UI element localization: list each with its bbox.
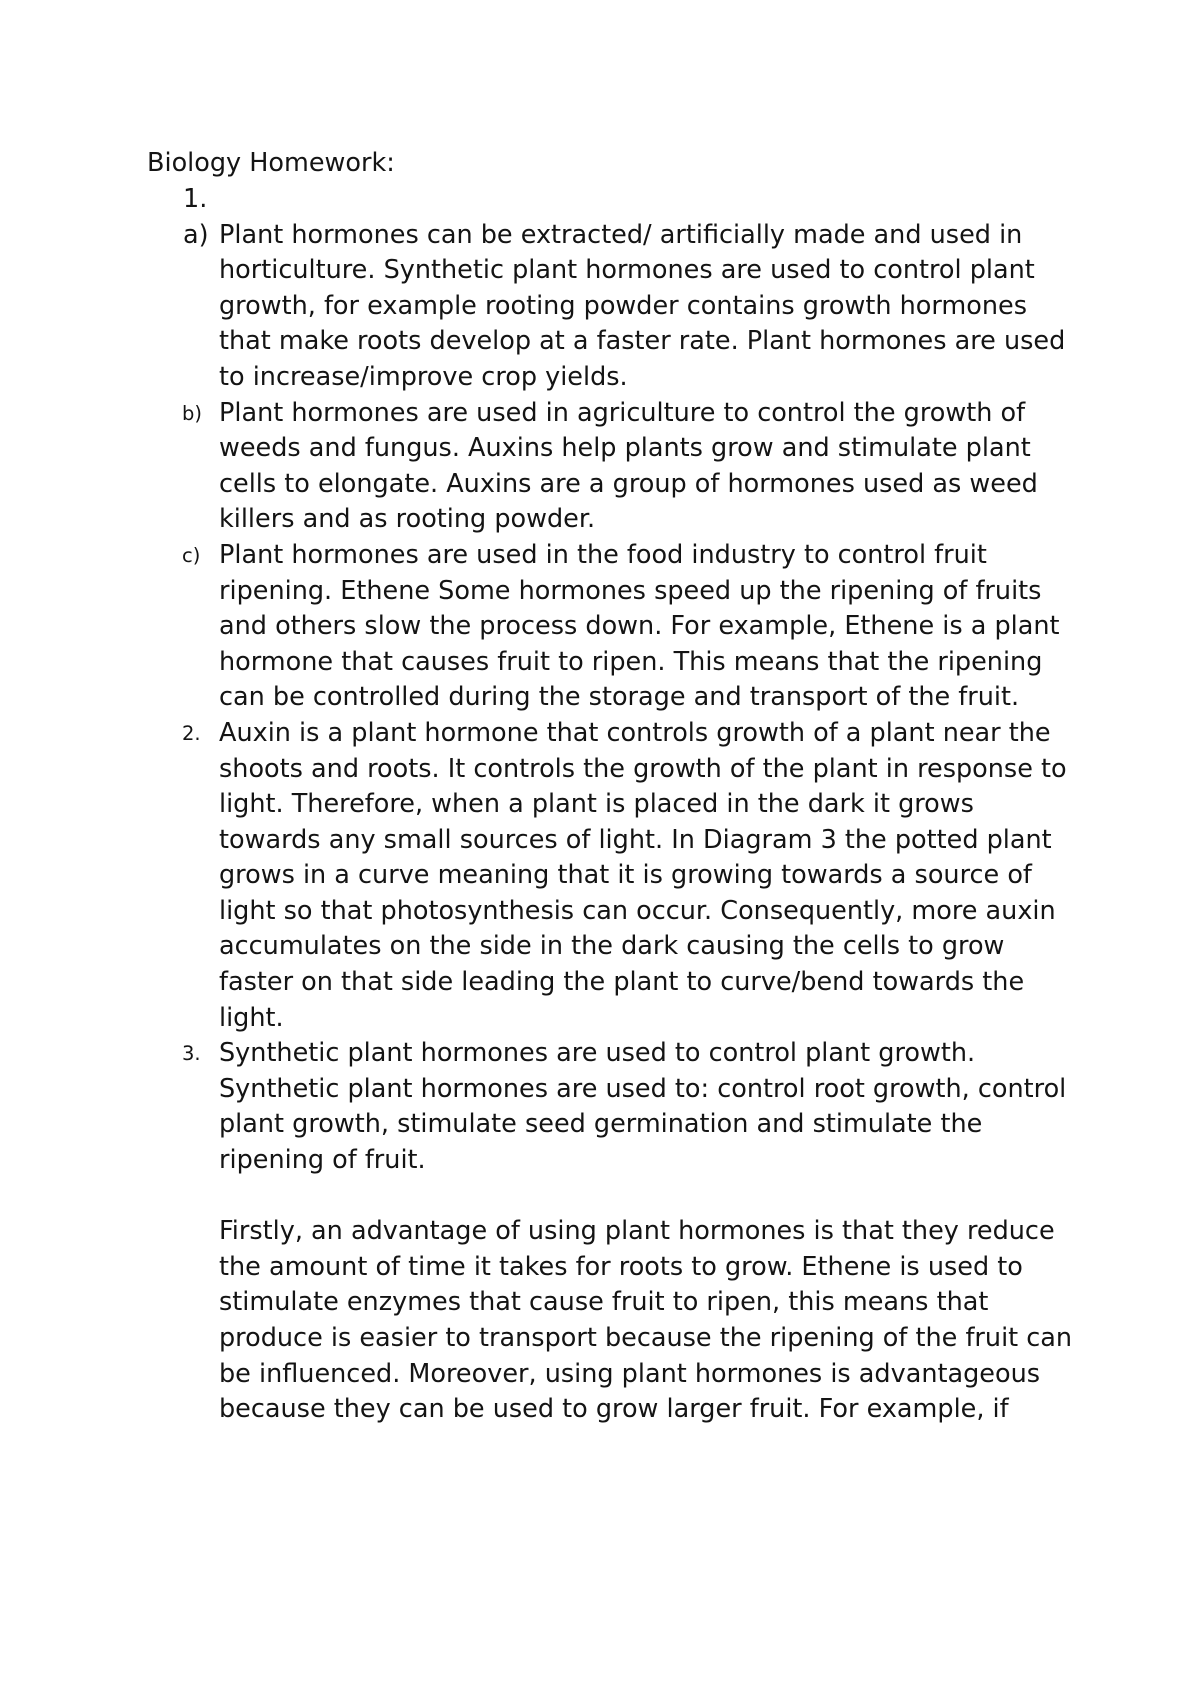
question-1-spacer — [219, 182, 1074, 218]
question-3-marker: 3. — [182, 1042, 201, 1066]
question-1b-text: Plant hormones are used in agriculture to control the growth of weeds and fungus. Auxins help plants grow and stimulate plant cells to elongate. Auxins are a group of hormones used as weed killers and as rooting powder. — [219, 397, 1038, 535]
question-2-marker: 2. — [182, 721, 201, 745]
question-2 — [0, 716, 1074, 1036]
question-3-paragraph-2: Firstly, an advantage of using plant hormones is that they reduce the amount of time it takes for roots to grow. Ethene is used to stimulate enzymes that cause fruit to ripen, this means that produce is easier to transport because the ripening of the fruit can be influenced. Moreover, using plant hormones is advantageous because they can be used to grow larger fruit. For example, if — [219, 1216, 1073, 1425]
question-3-text: Synthetic plant hormones are used to control plant growth. Synthetic plant hormones are used to: control root growth, control plant growth, stimulate seed germination and stimulate the ripening of fruit. — [219, 1038, 1067, 1176]
question-1b — [0, 396, 1074, 538]
question-1-marker: 1. — [183, 184, 208, 214]
question-1 — [0, 182, 1074, 218]
question-1a — [0, 218, 1074, 396]
question-1c-text: Plant hormones are used in the food industry to control fruit ripening. Ethene Some hormones speed up the ripening of fruits and others slow the process down. For example, Ethene is a plant hormone that causes fruit to ripen. This means that the ripening can be controlled during the storage and transport of the fruit. — [219, 539, 1060, 713]
paragraph-gap — [219, 1179, 1074, 1215]
question-1c-marker: c) — [182, 543, 201, 567]
question-3 — [0, 1036, 1074, 1428]
question-1a-marker: a) — [183, 219, 209, 250]
document-title: Biology Homework: — [147, 148, 395, 178]
question-1c — [0, 538, 1074, 716]
question-1b-marker: b) — [182, 401, 202, 425]
question-2-text: Auxin is a plant hormone that controls growth of a plant near the shoots and roots. It controls the growth of the plant in response to light. Therefore, when a plant is placed in the dark it grows towards any small sources of light. In Diagram 3 the potted plant grows in a curve meaning that it is growing towards a source of light so that photosynthesis can occur. Consequently, more auxin accumulates on the side in the dark causing the cells to grow faster on that side leading the plant to curve/bend towards the light. — [219, 717, 1067, 1033]
question-1a-text: Plant hormones can be extracted/ artificially made and used in horticulture. Synthetic plant hormones are used to control plant growth, for example rooting powder contains growth hormones that make roots develop at a faster rate. Plant hormones are used to increase/improve crop yields. — [219, 219, 1066, 392]
document-body — [0, 182, 1200, 1428]
